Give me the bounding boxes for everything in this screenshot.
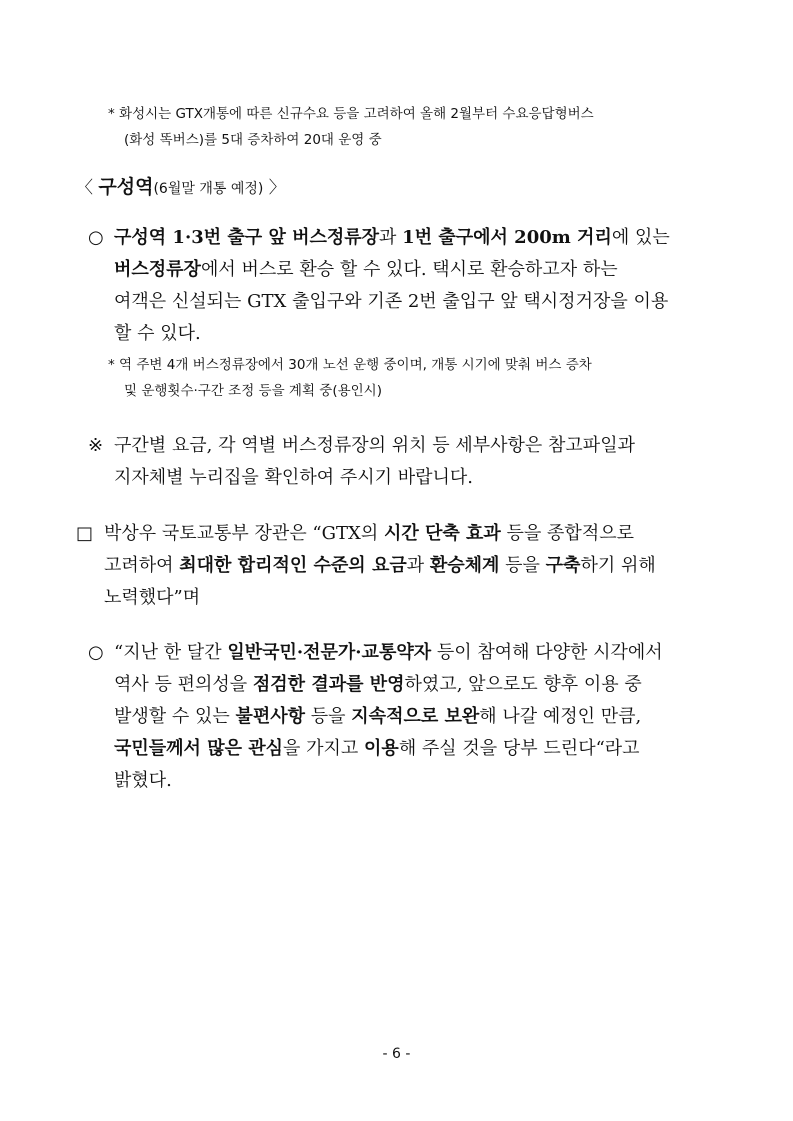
paragraph-line: 지자체별 누리집을 확인하여 주시기 바랍니다.	[114, 467, 473, 488]
reference-mark: ※	[88, 435, 104, 456]
footnote-line: (화성 똑버스)를 5대 증차하여 20대 운영 중	[124, 132, 382, 148]
paragraph-line: 고려하여 최대한 합리적인 수준의 요금과 환승체계 등을 구축하기 위해	[104, 555, 656, 576]
square-bullet: □	[76, 523, 94, 544]
footnote-line: 및 운행횟수·구간 조정 등을 계획 중(용인시)	[124, 383, 382, 399]
footnote-line: 역 주변 4개 버스정류장에서 30개 노선 운행 중이며, 개통 시기에 맞춰 버스 증차	[119, 357, 592, 373]
paragraph-line: 국민들께서 많은 관심을 가지고 이용해 주실 것을 당부 드린다“라고	[114, 738, 640, 759]
page-number: - 6 -	[382, 1046, 411, 1062]
paragraph-line: 여객은 신설되는 GTX 출입구와 기존 2번 출입구 앞 택시정거장을 이용	[114, 291, 669, 312]
circle-bullet: ○	[88, 227, 104, 248]
section-heading	[76, 174, 286, 202]
heading-close-bracket: 〉	[268, 178, 286, 198]
footnote-hwaseong	[108, 101, 594, 153]
heading-subtitle: (6월말 개통 예정)	[153, 181, 264, 197]
paragraph-line: 밝혔다.	[114, 770, 172, 791]
heading-title: 구성역	[98, 176, 154, 198]
paragraph-line: 역사 등 편의성을 점검한 결과를 반영하였고, 앞으로도 향후 이용 중	[114, 674, 642, 695]
paragraph-line: 구간별 요금, 각 역별 버스정류장의 위치 등 세부사항은 참고파일과	[114, 435, 635, 456]
footnote-star: *	[108, 106, 115, 122]
paragraph-line: “지난 한 달간 일반국민·전문가·교통약자 등이 참여해 다양한 시각에서	[114, 642, 663, 663]
paragraph-line: 박상우 국토교통부 장관은 “GTX의 시간 단축 효과 등을 종합적으로	[104, 523, 634, 544]
footnote-star: *	[108, 357, 115, 373]
paragraph-line: 할 수 있다.	[114, 323, 201, 344]
paragraph-line: 발생할 수 있는 불편사항 등을 지속적으로 보완해 나갈 예정인 만큼,	[114, 706, 642, 727]
paragraph-line: 노력했다”며	[104, 587, 201, 608]
paragraph-line: 구성역 1·3번 출구 앞 버스정류장과 1번 출구에서 200m 거리에 있는	[114, 227, 670, 248]
circle-bullet: ○	[88, 642, 104, 663]
footnote-yongin	[108, 352, 592, 404]
footnote-line: 화성시는 GTX개통에 따른 신규수요 등을 고려하여 올해 2월부터 수요응답형버스	[119, 106, 594, 122]
paragraph-line: 버스정류장에서 버스로 환승 할 수 있다. 택시로 환승하고자 하는	[114, 259, 618, 280]
heading-open-bracket: 〈	[76, 178, 93, 198]
